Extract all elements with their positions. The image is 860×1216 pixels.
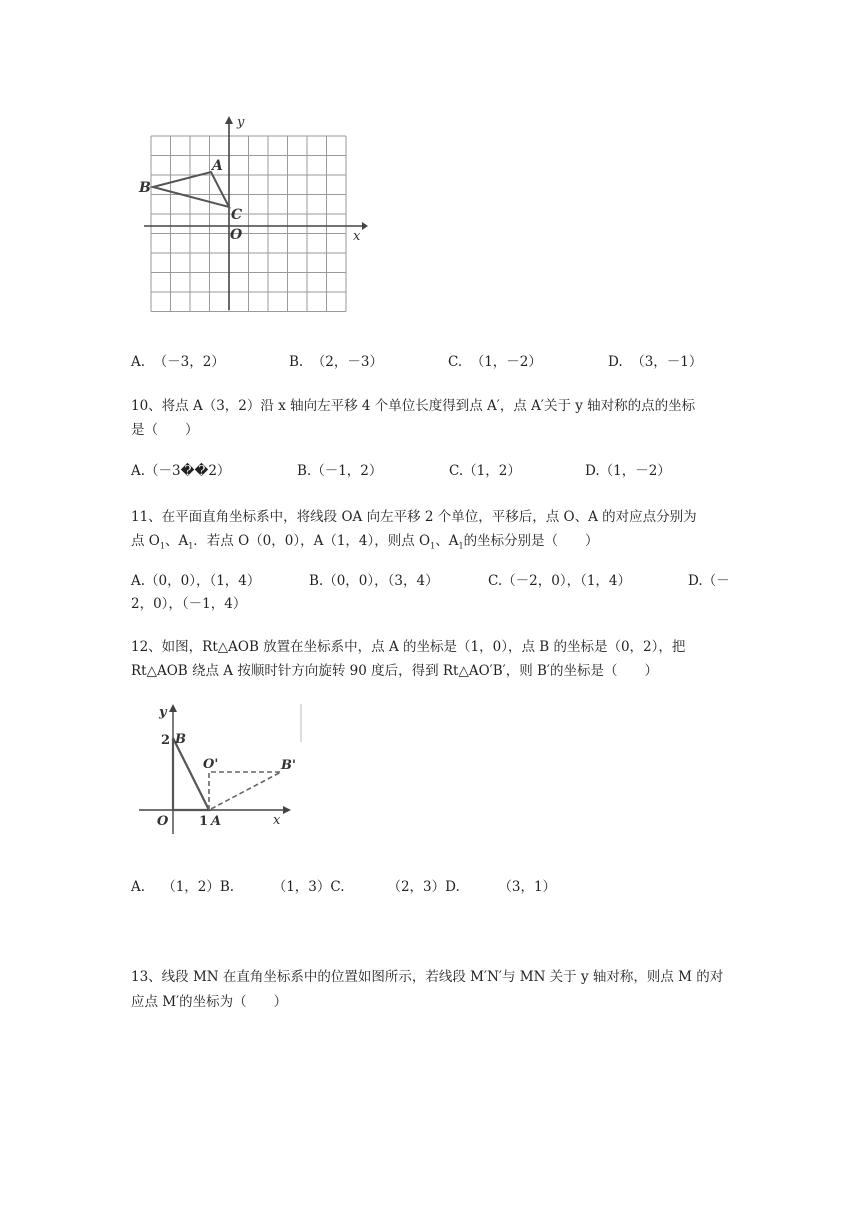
q13-text-line1: 13、线段 MN 在直角坐标系中的位置如图所示，若线段 M′N′与 MN 关于 y 轴对称，则点 M 的对: [131, 969, 724, 985]
label-x-2: x: [273, 813, 281, 828]
q11-line2-d: 、A: [435, 533, 459, 549]
label-c: C: [231, 207, 243, 223]
label-o-2: O: [157, 814, 169, 829]
label-a-2: A: [211, 814, 222, 829]
q10-text-line2: 是（ ）: [131, 422, 199, 438]
q10-option-d: D.（1，－2）: [585, 463, 671, 479]
q11-text-line1: 11、在平面直角坐标系中，将线段 OA 向左平移 2 个单位，平移后，点 O、A 的对应点分别为: [131, 509, 697, 525]
q11-sub-3: 1: [430, 541, 436, 551]
q11-line2-b: 、A: [164, 533, 189, 549]
q11-text-line2: [131, 529, 731, 559]
q11-line2-e: 的坐标分别是（ ）: [463, 533, 599, 549]
q11-line2-c: ．若点 O（0，0），A（1，4），则点 O: [193, 533, 431, 549]
label-y: y: [237, 115, 245, 130]
q11-option-b: B.（0，0），（3，4）: [309, 573, 439, 589]
x-axis-arrow: [362, 222, 368, 230]
label-1: 1: [199, 814, 209, 829]
label-b: B: [139, 180, 151, 196]
q11-line2-a: 点 O: [131, 533, 160, 549]
q9-option-d: D. （3，－1）: [608, 354, 703, 370]
y-axis-arrow: [225, 116, 233, 124]
q12-options: A. （1，2）B. （1，3）C. （2，3）D. （3，1）: [131, 879, 557, 895]
q11-option-d: D.（－: [688, 573, 730, 589]
label-2: 2: [161, 733, 171, 748]
q12-text-line2: Rt△AOB 绕点 A 按顺时针方向旋转 90 度后，得到 Rt△AO′B′，则 B′的坐标是（ ）: [131, 663, 659, 679]
label-o: O: [230, 227, 243, 243]
triangle-abc: [153, 172, 229, 207]
label-a: A: [212, 158, 223, 174]
q11-sub-1: 1: [159, 541, 165, 551]
q9-option-c: C. （1，－2）: [448, 354, 542, 370]
label-b-2: B: [175, 732, 186, 747]
q11-option-d-cont: 2，0），（－1，4）: [131, 596, 247, 612]
q9-option-a: A. （－3，2）: [131, 354, 225, 370]
label-x: x: [353, 229, 361, 244]
q11-option-c: C.（－2，0），（1，4）: [488, 573, 631, 589]
q12-text-line1: 12、如图，Rt△AOB 放置在坐标系中，点 A 的坐标是（1，0），点 B 的坐标是（0，2），把: [131, 639, 686, 655]
q10-option-c: C.（1，2）: [449, 463, 521, 479]
q10-option-b: B.（－1，2）: [297, 463, 383, 479]
figure-grid-triangle: [138, 112, 370, 317]
q10-option-a: A.（－3��2）: [131, 463, 231, 479]
q13-text-line2: 应点 M′的坐标为（ ）: [131, 994, 288, 1010]
label-b-prime: B': [281, 758, 296, 773]
q10-text-line1: 10、将点 A（3，2）沿 x 轴向左平移 4 个单位长度得到点 A′，点 A′关于 y 轴对称的点的坐标: [131, 398, 696, 414]
figure-rotation: [135, 700, 305, 840]
x-axis-2-arrow: [283, 806, 291, 814]
label-o-prime: O': [203, 757, 219, 772]
triangle-aob: [173, 738, 209, 810]
y-axis-2-arrow: [169, 704, 177, 712]
q11-sub-4: 1: [458, 541, 464, 551]
q9-option-b: B. （2，－3）: [289, 354, 383, 370]
q11-sub-2: 1: [188, 541, 194, 551]
label-y-2: y: [159, 705, 167, 720]
triangle-aob-prime: [209, 772, 281, 810]
q11-option-a: A.（0，0），（1，4）: [131, 573, 261, 589]
